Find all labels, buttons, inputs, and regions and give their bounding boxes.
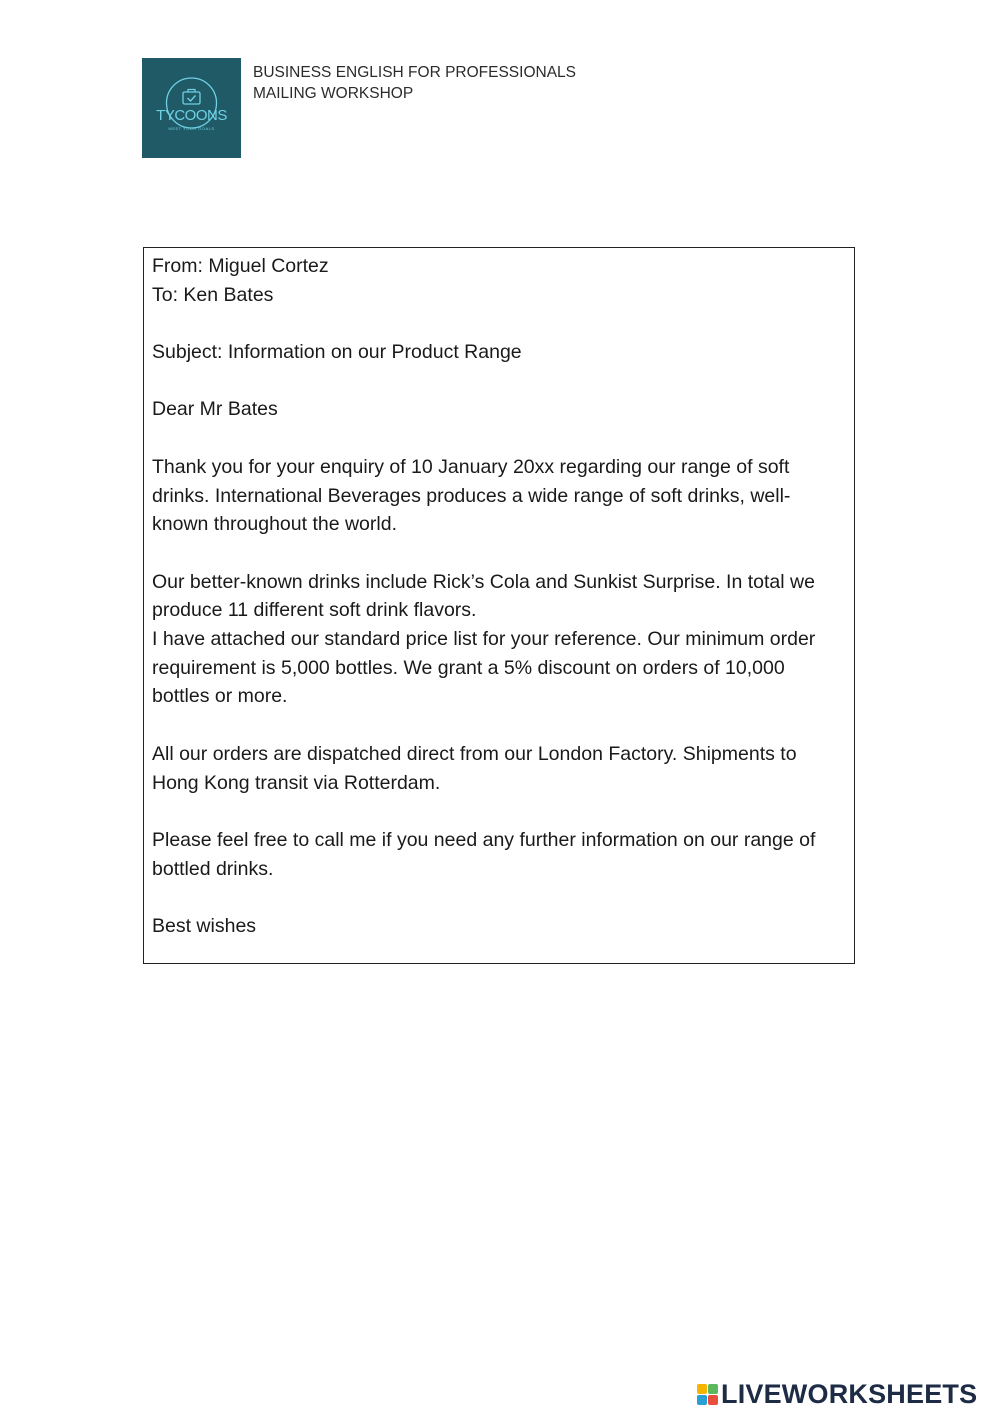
letter-from: From: Miguel Cortez: [152, 255, 329, 277]
tycoons-logo: [142, 58, 241, 158]
letter-subject: Subject: Information on our Product Range: [152, 341, 522, 364]
header-workshop-title: MAILING WORKSHOP: [253, 85, 414, 102]
email-letter-box: [143, 247, 855, 964]
brand-wordmark: LIVEWORKSHEETS: [721, 1378, 978, 1409]
brand-icon-square-2: [708, 1384, 718, 1394]
logo-name: TYCOONS: [156, 107, 227, 124]
brand-icon-square-1: [697, 1384, 707, 1394]
document-header: [253, 62, 576, 104]
letter-paragraph-4: Please feel free to call me if you need any further information on our range of bottled drinks.: [152, 828, 816, 880]
letter-closing: Best wishes: [152, 915, 257, 938]
letter-salutation: Dear Mr Bates: [152, 398, 278, 421]
brand-icon-square-4: [708, 1395, 718, 1405]
logo-tagline: MEET YOUR GOALS: [168, 126, 215, 131]
letter-to: To: Ken Bates: [152, 283, 274, 306]
liveworksheets-icon: [697, 1384, 718, 1405]
brand-icon-square-3: [697, 1395, 707, 1405]
letter-paragraph-1: Thank you for your enquiry of 10 January 20xx regarding our range of soft drinks. International Beverages produces a wide range of soft drinks, well-known throughout the world.: [152, 455, 791, 536]
header-course-title: BUSINESS ENGLISH FOR PROFESSIONALS: [253, 64, 576, 81]
liveworksheets-brand: [697, 1377, 977, 1411]
letter-paragraph-2b: I have attached our standard price list for your reference. Our minimum order requirement is 5,000 bottles. We grant a 5% discount on orders of 10,000 bottles or more.: [152, 628, 816, 708]
letter-paragraph-3: All our orders are dispatched direct from our London Factory. Shipments to Hong Kong transit via Rotterdam.: [152, 742, 797, 794]
letter-paragraph-2a: Our better-known drinks include Rick’s Cola and Sunkist Surprise. In total we produce 11 different soft drink flavors.: [152, 570, 815, 622]
